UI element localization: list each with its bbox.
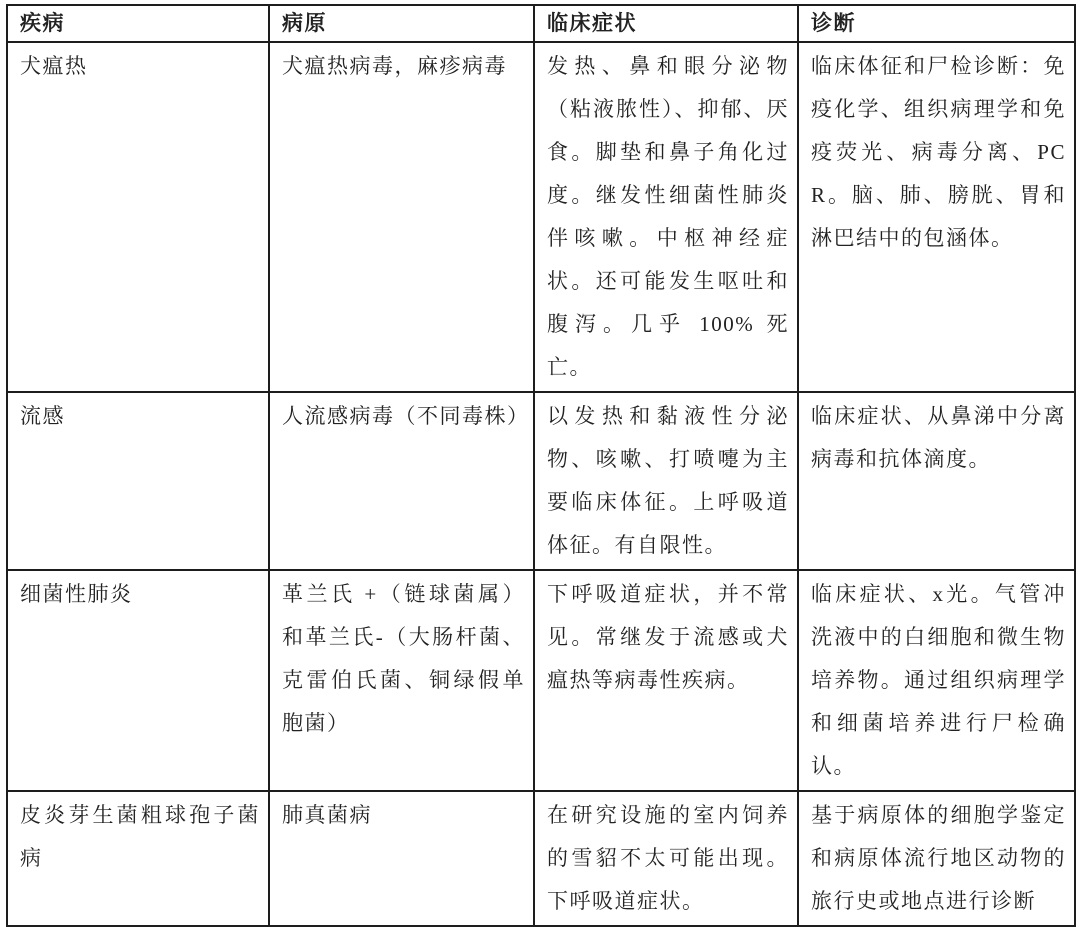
cell-diagnosis: 临床症状、从鼻涕中分离病毒和抗体滴度。 [798,392,1075,570]
cell-diagnosis: 临床症状、x光。气管冲洗液中的白细胞和微生物培养物。通过组织病理学和细菌培养进行尸检确认。 [798,570,1075,791]
cell-pathogen: 人流感病毒（不同毒株） [269,392,534,570]
cell-diagnosis: 临床体征和尸检诊断：免疫化学、组织病理学和免疫荧光、病毒分离、PCR。脑、肺、膀胱、胃和淋巴结中的包涵体。 [798,42,1075,392]
cell-disease: 流感 [7,392,269,570]
table-row-distemper [7,42,1075,392]
cell-disease: 皮炎芽生菌粗球孢子菌病 [7,791,269,926]
header-cell-disease: 疾病 [7,5,269,42]
header-cell-pathogen: 病原 [269,5,534,42]
table-header-row [7,5,1075,42]
cell-diagnosis: 基于病原体的细胞学鉴定和病原体流行地区动物的旅行史或地点进行诊断 [798,791,1075,926]
cell-disease: 犬瘟热 [7,42,269,392]
table-row-pneumonia [7,570,1075,791]
table-row-influenza [7,392,1075,570]
cell-pathogen: 革兰氏 +（链球菌属）和革兰氏-（大肠杆菌、克雷伯氏菌、铜绿假单胞菌） [269,570,534,791]
header-cell-diagnosis: 诊断 [798,5,1075,42]
cell-disease: 细菌性肺炎 [7,570,269,791]
cell-symptoms: 以发热和黏液性分泌物、咳嗽、打喷嚏为主要临床体征。上呼吸道体征。有自限性。 [534,392,798,570]
disease-table [6,4,1076,927]
header-cell-symptoms: 临床症状 [534,5,798,42]
table-row-mycosis [7,791,1075,926]
cell-symptoms: 下呼吸道症状，并不常见。常继发于流感或犬瘟热等病毒性疾病。 [534,570,798,791]
cell-pathogen: 肺真菌病 [269,791,534,926]
cell-symptoms: 发热、鼻和眼分泌物（粘液脓性）、抑郁、厌食。脚垫和鼻子角化过度。继发性细菌性肺炎伴咳嗽。中枢神经症状。还可能发生呕吐和腹泻。几乎 100% 死亡。 [534,42,798,392]
cell-pathogen: 犬瘟热病毒，麻疹病毒 [269,42,534,392]
cell-symptoms: 在研究设施的室内饲养的雪貂不太可能出现。下呼吸道症状。 [534,791,798,926]
